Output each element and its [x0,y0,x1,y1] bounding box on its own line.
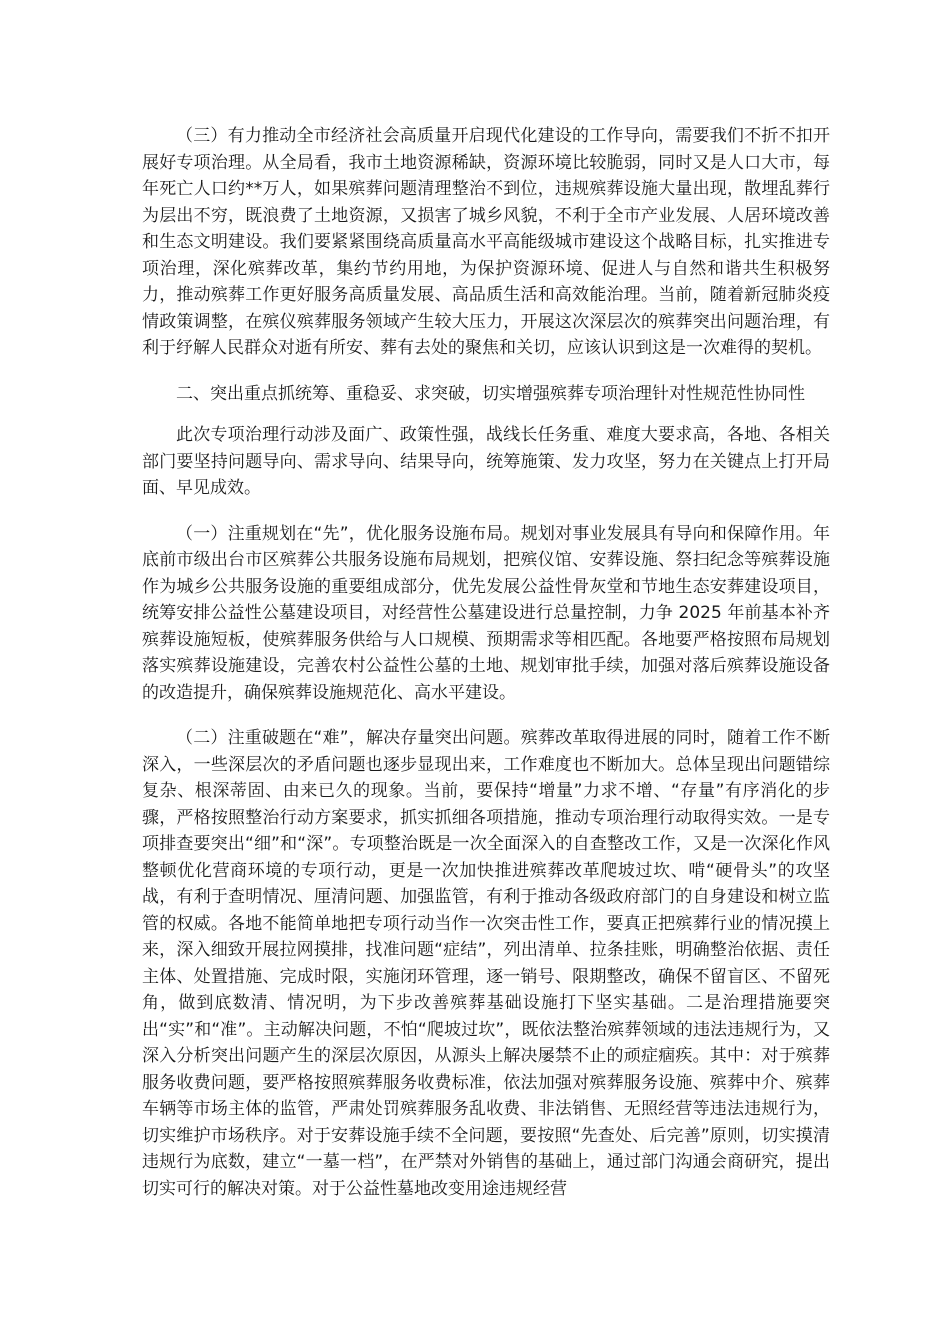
paragraph-planning: （一）注重规划在“先”，优化服务设施布局。规划对事业发展具有导向和保障作用。年底前市级出台市区殡葬公共服务设施布局规划，把殡仪馆、安葬设施、祭扫纪念等殡葬设施作为城乡公共服务设施的重要组成部分，优先发展公益性骨灰堂和节地生态安葬建设项目，统筹安排公益性公墓建设项目，对经营性公墓建设进行总量控制，力争 2025 年前基本补齐殡葬设施短板，使殡葬服务供给与人口规模、预期需求等相匹配。各地要严格按照布局规划落实殡葬设施建设，完善农村公益性公墓的土地、规划审批手续，加强对落后殡葬设施设备的改造提升，确保殡葬设施规范化、高水平建设。 [142,523,830,703]
paragraph-intro: 此次专项治理行动涉及面广、政策性强，战线长任务重、难度大要求高，各地、各相关部门要坚持问题导向、需求导向、结果导向，统筹施策、发力攻坚，努力在关键点上打开局面、早见成效。 [142,425,830,498]
paragraph-section-three: （三）有力推动全市经济社会高质量开启现代化建设的工作导向，需要我们不折不扣开展好专项治理。从全局看，我市土地资源稀缺，资源环境比较脆弱，同时又是人口大市，每年死亡人口约**万人，如果殡葬问题清理整治不到位，违规殡葬设施大量出现，散埋乱葬行为层出不穷，既浪费了土地资源，又损害了城乡风貌，不利于全市产业发展、人居环境改善和生态文明建设。我们要紧紧围绕高质量高水平高能级城市建设这个战略目标，扎实推进专项治理，深化殡葬改革，集约节约用地，为保护资源环境、促进人与自然和谐共生积极努力，推动殡葬工作更好服务高质量发展、高品质生活和高效能治理。当前，随着新冠肺炎疫情政策调整，在殡仪殡葬服务领域产生较大压力，开展这次深层次的殡葬突出问题治理，有利于纾解人民群众对逝有所安、葬有去处的聚焦和关切，应该认识到这是一次难得的契机。 [142,126,830,358]
document-page [142,123,830,1221]
paragraph-difficulty: （二）注重破题在“难”，解决存量突出问题。殡葬改革取得进展的同时，随着工作不断深入，一些深层次的矛盾问题也逐步显现出来，工作难度也不断加大。总体呈现出问题错综复杂、根深蒂固、由来已久的现象。当前，要保持“增量”力求不增、“存量”有序消化的步骤，严格按照整治行动方案要求，抓实抓细各项措施，推动专项治理行动取得实效。一是专项排查要突出“细”和“深”。专项整治既是一次全面深入的自查整改工作，又是一次深化作风整顿优化营商环境的专项行动，更是一次加快推进殡葬改革爬坡过坎、啃“硬骨头”的攻坚战，有利于查明情况、厘清问题、加强监管，有利于推动各级政府部门的自身建设和树立监管的权威。各地不能简单地把专项行动当作一次突击性工作，要真正把殡葬行业的情况摸上来，深入细致开展拉网摸排，找准问题“症结”，列出清单、拉条挂账，明确整治依据、责任主体、处置措施、完成时限，实施闭环管理，逐一销号、限期整改，确保不留盲区、不留死角，做到底数清、情况明，为下步改善殡葬基础设施打下坚实基础。二是治理措施要突出“实”和“准”。主动解决问题，不怕“爬坡过坎”，既依法整治殡葬领域的违法违规行为，又深入分析突出问题产生的深层次原因，从源头上解决屡禁不止的顽症痼疾。其中：对于殡葬服务收费问题，要严格按照殡葬服务收费标准，依法加强对殡葬服务设施、殡葬中介、殡葬车辆等市场主体的监管，严肃处罚殡葬服务乱收费、非法销售、无照经营等违法违规行为，切实维护市场秩序。对于安葬设施手续不全问题，要按照“先查处、后完善”原则，切实摸清违规行为底数，建立“一墓一档”，在严禁对外销售的基础上，通过部门沟通会商研究，提出切实可行的解决对策。对于公益性墓地改变用途违规经营 [142,728,830,1199]
heading-section-two: 二、突出重点抓统筹、重稳妥、求突破，切实增强殡葬专项治理针对性规范性协同性 [176,383,805,404]
